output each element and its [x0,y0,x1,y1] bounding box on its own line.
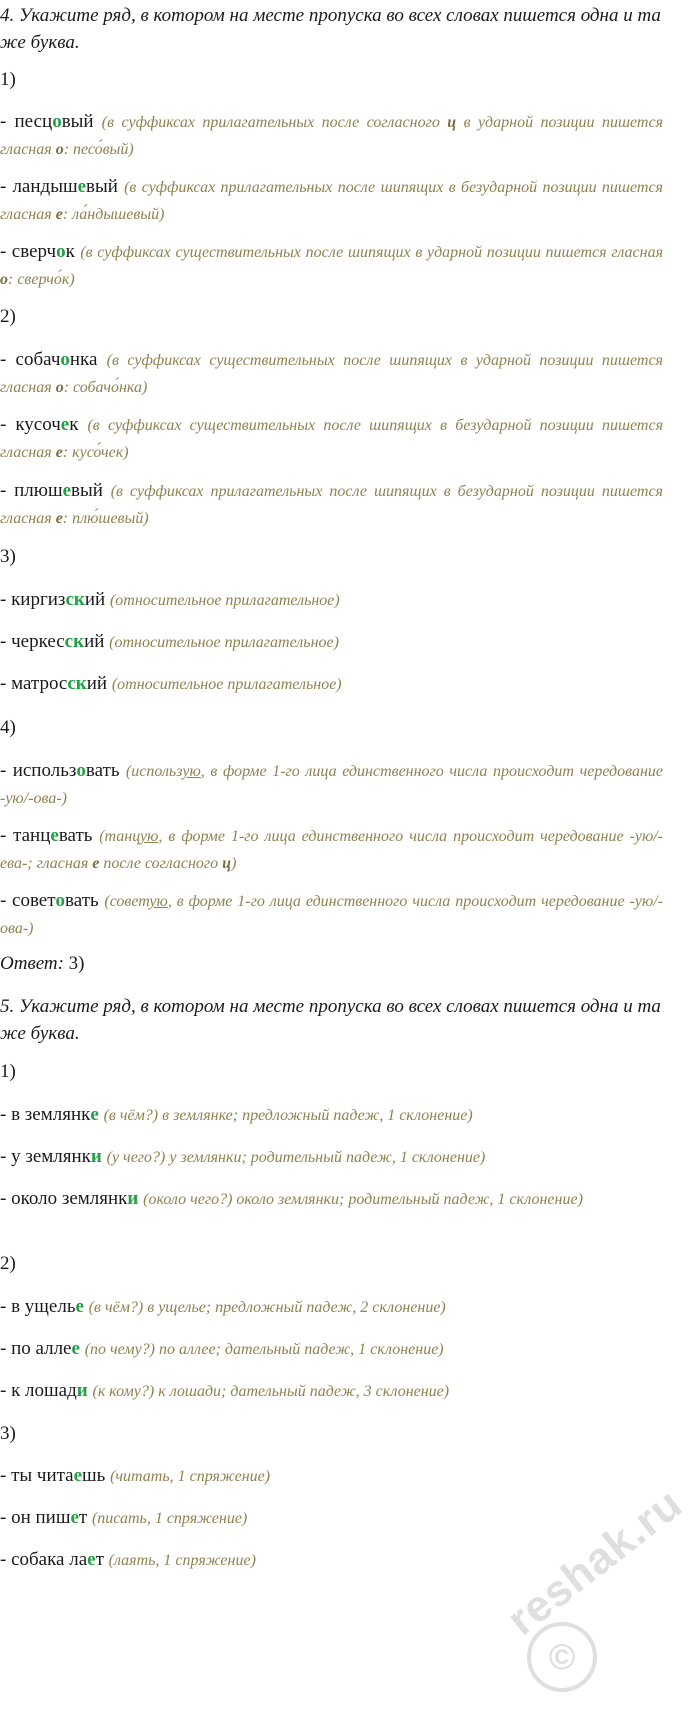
task5-item: - он пишет (писать, 1 спряжение) [0,1507,248,1528]
task5-question: 5. Укажите ряд, в котором на месте пропуска во всех словах пишется одна и та же буква. [0,996,661,1044]
highlight-letter: е [90,1104,99,1125]
highlight-letter: е [50,825,59,846]
task4-item: - советовать (советую, в форме 1-го лица единственного числа происходит чередование -ую/-ова-) [0,890,664,937]
task4-question: 4. Укажите ряд, в котором на месте пропуска во всех словах пишется одна и та же буква. [0,5,661,53]
highlight-letter: е [71,1338,80,1359]
highlight-letter: о [60,349,70,370]
task4-option-3: 3) [0,546,16,567]
highlight-letter: е [60,414,70,435]
task5-item: - ты читаешь (читать, 1 спряжение) [0,1465,271,1486]
watermark-text: reshak.ru [498,1478,692,1645]
task4-item: - черкесский (относительное прилагательное) [0,631,339,652]
highlight-letter: е [75,1296,84,1317]
highlight-letter: е [62,480,72,501]
task5-option-1: 1) [0,1061,16,1082]
highlight-letter: ск [64,631,85,652]
highlight-letter: ск [65,589,85,610]
copyright-icon: © [527,1622,597,1692]
task5-item: - к лошади (к кому?) к лошади; дательный падеж, 3 склонение) [0,1380,450,1401]
highlight-letter: е [77,176,87,197]
task4-item: - кусочек (в суффиксах существительных после шипящих в безударной позиции пишется гласная е: кусо́чек) [0,414,664,461]
task4-option-1: 1) [0,69,16,90]
task4-answer: Ответ: 3) [0,953,85,974]
highlight-letter: е [87,1549,96,1570]
highlight-letter: е [73,1465,83,1486]
highlight-letter: о [56,241,66,262]
task5-option-3: 3) [0,1423,16,1444]
highlight-letter: и [76,1380,88,1401]
task5-item: - около землянки (около чего?) около землянки; родительный падеж, 1 склонение) [0,1188,583,1209]
task4-option-2: 2) [0,306,16,327]
task5-item: - в ущелье (в чём?) в ущелье; предложный падеж, 2 склонение) [0,1296,446,1317]
highlight-letter: о [52,111,62,132]
highlight-letter: ск [67,673,87,694]
task4-item: - плюшевый (в суффиксах прилагательных после шипящих в безударной позиции пишется гласная е: плю́шевый) [0,480,663,527]
task5-option-2: 2) [0,1253,16,1274]
task4-option-4: 4) [0,717,16,738]
highlight-letter: и [90,1146,102,1167]
task5-item: - собака лает (лаять, 1 спряжение) [0,1549,256,1570]
task4-item: - ландышевый (в суффиксах прилагательных после шипящих в безударной позиции пишется гласная е: ла́ндышевый) [0,176,663,223]
task4-item: - сверчок (в суффиксах существительных после шипящих в ударной позиции пишется гласная о: сверчо́к) [0,241,664,288]
task5-item: - в землянке (в чём?) в землянке; предложный падеж, 1 склонение) [0,1104,473,1125]
task4-item: - использовать (использую, в форме 1-го лица единственного числа происходит чередование -ую/-ова-) [0,760,664,807]
task4-item: - киргизский (относительное прилагательное) [0,589,340,610]
highlight-letter: и [127,1188,139,1209]
task4-item: - матросский (относительное прилагательное) [0,673,342,694]
task5-item: - по аллее (по чему?) по аллее; дательный падеж, 1 склонение) [0,1338,444,1359]
task4-item: - песцовый (в суффиксах прилагательных после согласного ц в ударной позиции пишется гласная о: песо́вый) [0,111,664,158]
highlight-letter: о [55,890,66,911]
highlight-letter: е [70,1507,79,1528]
task5-item: - у землянки (у чего?) у землянки; родительный падеж, 1 склонение) [0,1146,486,1167]
task4-item: - танцевать (танцую, в форме 1-го лица единственного числа происходит чередование -ую/-ева-; гласная е после согласного ц) [0,825,664,872]
highlight-letter: о [76,760,86,781]
task4-item: - собачонка (в суффиксах существительных после шипящих в ударной позиции пишется гласная о: собачо́нка) [0,349,663,396]
